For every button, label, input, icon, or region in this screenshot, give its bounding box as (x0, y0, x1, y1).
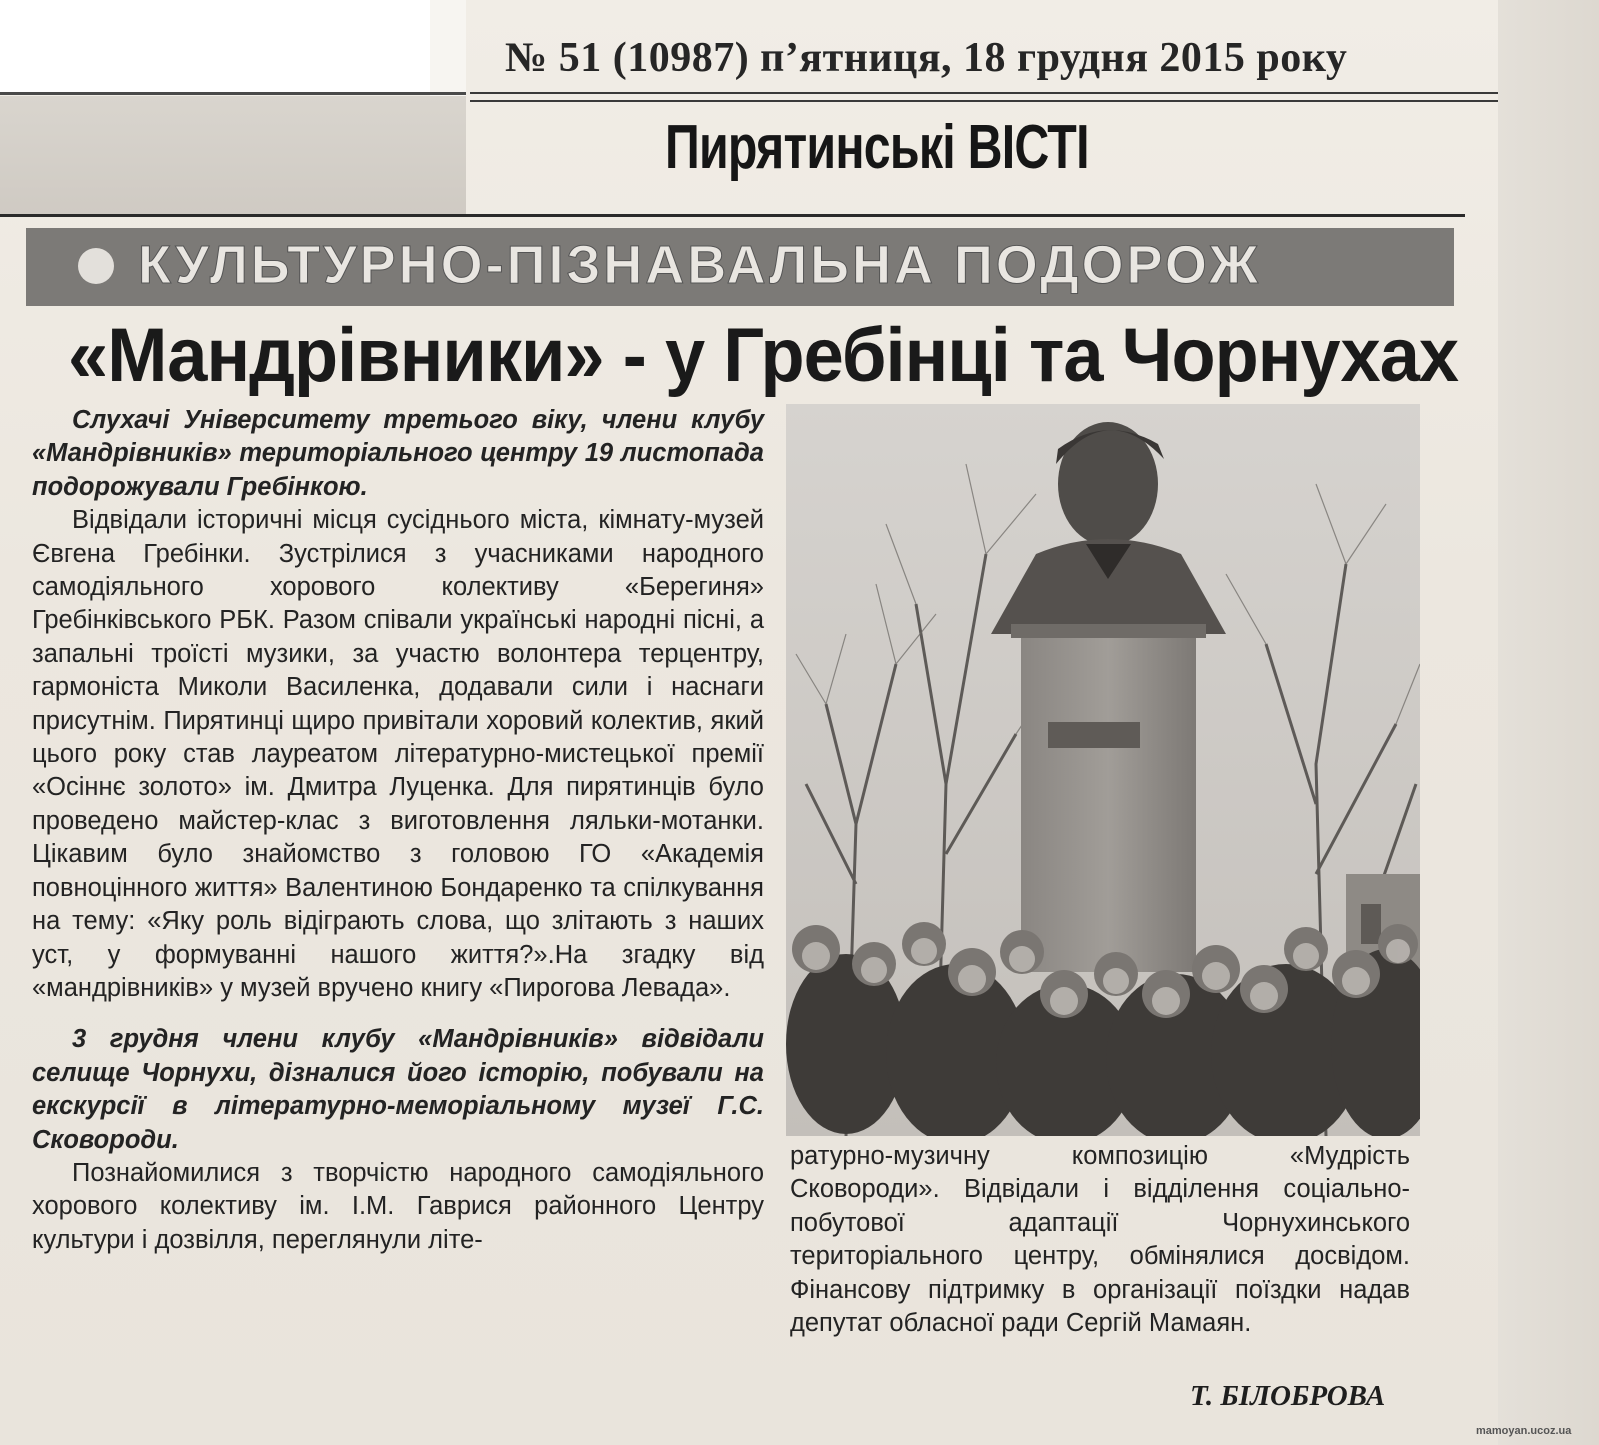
article-column-right (790, 1140, 1410, 1340)
article-paragraph: Відвідали історичні місця сусіднього міста, кімнату-музей Євгена Гребінки. Зустрілися з учасниками народного самодіяльного хорового колективу «Берегиня» Гребінківського РБК. Разом співали українські народні пісні, а запальні троїсті музики, за участю волонтера терцентру, гармоніста Миколи Василенка, додавали сили і наснаги присутнім. Пирятинці щиро привітали хоровий колектив, який цього року став лауреатом літературно-мистецької премії «Осіннє золото» ім. Дмитра Луценка. Для пирятинців було проведено майстер-клас з виготовлення ляльки-мотанки. Цікавим було знайомство з головою ГО «Академія повноцінного життя» Валентиною Бондаренко та спілкування на тему: «Яку роль відіграють слова, що злітають з наших уст, у формуванні нашого життя?».На згадку від «мандрівників» у музей вручено книгу «Пирогова Левада». (32, 506, 764, 1002)
divider (0, 92, 466, 95)
article-lead: Слухачі Університету третього віку, члени клубу «Мандрівників» територіального центру 19 листопада подорожували Гребінкою. (32, 406, 764, 501)
article-paragraph: ратурно-музичну композицію «Мудрість Сковороди». Відвідали і відділення соціально-побутової адаптації Чорнухинського територіального центру, обмінялися досвідом. Фінансову підтримку в організації поїздки надав депутат обласної ради Сергій Мамаян. (790, 1142, 1410, 1338)
adjacent-page-edge (1498, 0, 1599, 1445)
rubric-label: КУЛЬТУРНО-ПІЗНАВАЛЬНА ПОДОРОЖ (138, 235, 1261, 295)
site-watermark: mamoyan.ucoz.ua (1476, 1425, 1572, 1437)
newspaper-title: Пирятинські ВІСТІ (665, 113, 1089, 182)
rubric-bar (26, 228, 1454, 306)
article-author: Т. БІЛОБРОВА (1190, 1380, 1386, 1412)
article-paragraph: Познайомилися з творчістю народного самодіяльного хорового колективу ім. І.М. Гаврися районного Центру культури і дозвілля, переглянули літе- (32, 1158, 764, 1254)
issue-info: № 51 (10987) п’ятниця, 18 грудня 2015 року (505, 35, 1348, 81)
article-lead-second: 3 грудня члени клубу «Мандрівників» відвідали селище Чорнухи, дізналися його історію, побували на екскурсії в літературно-меморіальному музеї Г.С. Сковороди. (32, 1025, 764, 1154)
article-column-left (32, 404, 764, 1257)
article-headline: «Мандрівники» - у Гребінці та Чорнухах (68, 313, 1459, 398)
article-photo (786, 404, 1420, 1136)
photo-monument-group (786, 404, 1420, 1136)
clipped-area (0, 96, 466, 216)
divider (0, 214, 1465, 217)
scan-margin (0, 0, 430, 92)
divider (470, 100, 1498, 102)
bullet-icon (78, 248, 114, 284)
divider (470, 92, 1498, 94)
